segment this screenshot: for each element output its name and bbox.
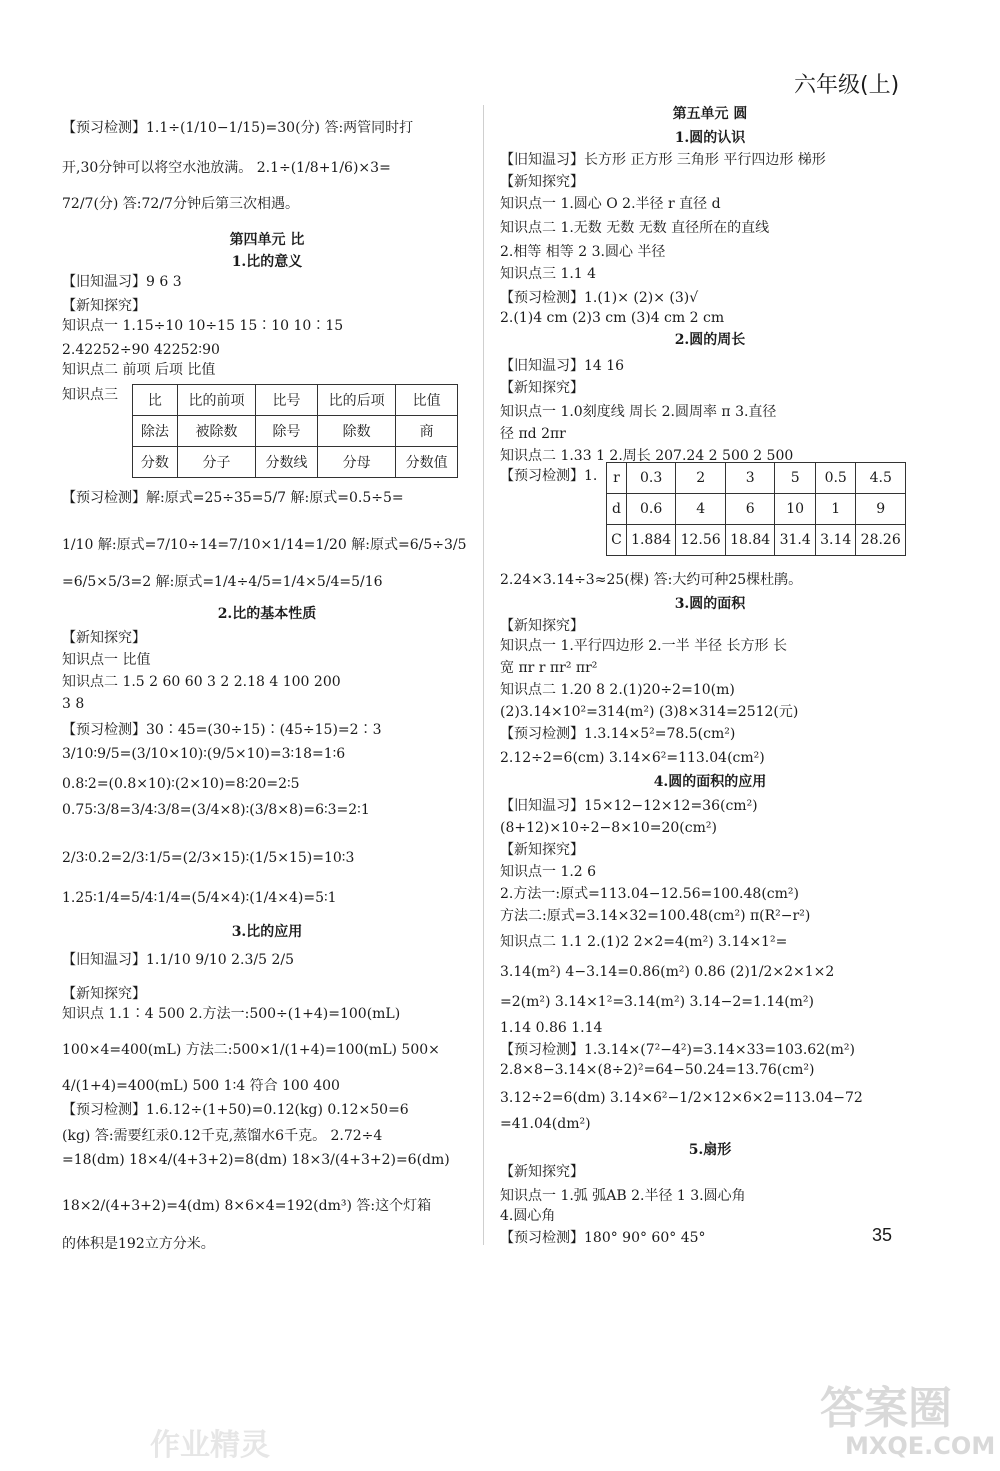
right-line: 1.圆的认识 (674, 130, 746, 146)
circle-table-cell: 0.5 (815, 463, 856, 494)
right-line: 【新知探究】 (500, 842, 584, 858)
right-line: 第五单元 圆 (672, 106, 748, 122)
right-line: 知识点二 1.20 8 2.(1)20÷2=10(m) (500, 682, 735, 698)
left-line: 【新知探究】 (62, 630, 146, 646)
left-line: 【预习检测】解:原式=25÷35=5/7 解:原式=0.5÷5= (62, 490, 404, 506)
left-line: 3.比的应用 (231, 924, 303, 940)
left-line: 【预习检测】1.6.12÷(1+50)=0.12(kg) 0.12×50=6 (62, 1102, 409, 1118)
right-line: 知识点二 1.33 1 2.周长 207.24 2 500 2 500 (500, 448, 794, 464)
left-line: 1.比的意义 (231, 254, 303, 270)
circle-table-cell: 4.5 (856, 463, 906, 494)
circle-table (606, 462, 906, 556)
right-line: 知识点一 1.0刻度线 周长 2.圆周率 π 3.直径 (500, 404, 777, 420)
right-line: 2.8×8−3.14×(8÷2)²=64−50.24=13.76(cm²) (500, 1062, 815, 1078)
left-line: 【旧知温习】9 6 3 (62, 274, 182, 290)
left-line: 知识点一 1.15÷10 10÷15 15∶10 10∶15 (62, 318, 344, 334)
ratio-table-cell: 被除数 (177, 416, 256, 447)
watermark-url: MXQE.COM (845, 1432, 996, 1460)
ratio-table-row (133, 447, 458, 478)
right-line: 3.12÷2=6(dm) 3.14×6²−1/2×12×6×2=113.04−72 (500, 1090, 863, 1106)
right-line: (2)3.14×10²=314(m²) (3)8×314=2512(元) (500, 704, 799, 720)
grade-header: 六年级(上) (794, 73, 900, 98)
left-line: 2.比的基本性质 (217, 606, 317, 622)
right-line: 【旧知温习】14 16 (500, 358, 625, 374)
left-line: 知识点二 前项 后项 比值 (62, 362, 216, 378)
right-line: 知识点二 1.无数 无数 无数 直径所在的直线 (500, 220, 770, 236)
right-line: 知识点一 1.平行四边形 2.一半 半径 长方形 长 (500, 638, 787, 654)
right-line: 方法二:原式=3.14×32=100.48(cm²) π(R²−r²) (500, 908, 811, 924)
circle-table-cell: 0.3 (626, 463, 676, 494)
left-line: 0.8∶2=(0.8×10)∶(2×10)=8∶20=2∶5 (62, 776, 300, 792)
right-line: 知识点二 1.1 2.(1)2 2×2=4(m²) 3.14×1²= (500, 934, 788, 950)
left-line: 【预习检测】1.1÷(1/10−1/15)=30(分) 答:两管同时打 (62, 120, 414, 136)
ratio-table-cell: 除号 (256, 416, 318, 447)
circle-table-cell: r (607, 463, 627, 494)
right-line: 4.圆的面积的应用 (653, 774, 767, 790)
left-line: 4/(1+4)=400(mL) 500 1∶4 符合 100 400 (62, 1078, 340, 1094)
right-line: 2.12÷2=6(cm) 3.14×6²=113.04(cm²) (500, 750, 765, 766)
right-line: 【预习检测】1.3.14×(7²−4²)=3.14×33=103.62(m²) (500, 1042, 855, 1058)
circle-table-cell: 3 (725, 463, 775, 494)
left-line: 【新知探究】 (62, 298, 146, 314)
right-line: 【旧知温习】15×12−12×12=36(cm²) (500, 798, 758, 814)
left-line: 2.42252÷90 42252∶90 (62, 342, 220, 358)
circle-table-cell: 1.884 (626, 525, 676, 556)
ratio-table-cell: 除数 (317, 416, 396, 447)
left-line: 3/10∶9/5=(3/10×10)∶(9/5×10)=3∶18=1∶6 (62, 746, 346, 762)
right-line: 2.24×3.14÷3≈25(棵) 答:大约可种25棵杜鹃。 (500, 572, 803, 588)
left-line: 的体积是192立方分米。 (62, 1236, 215, 1252)
left-line: 知识点二 1.5 2 60 60 3 2 2.18 4 100 200 (62, 674, 341, 690)
right-line: =2(m²) 3.14×1²=3.14(m²) 3.14−2=1.14(m²) (500, 994, 815, 1010)
right-line: 【新知探究】 (500, 618, 584, 634)
page-number: 35 (872, 1225, 893, 1245)
circle-table-cell: 10 (775, 494, 816, 525)
circle-table-cell: 18.84 (725, 525, 775, 556)
circle-table-row (607, 463, 906, 494)
right-line: 4.圆心角 (500, 1208, 556, 1224)
right-line: 【预习检测】1.(1)× (2)× (3)√ (500, 290, 699, 306)
left-line: 【预习检测】30∶45=(30÷15)∶(45÷15)=2∶3 (62, 722, 382, 738)
right-line: 5.扇形 (688, 1142, 732, 1158)
ratio-table-cell: 分数值 (396, 447, 458, 478)
right-line: 3.14(m²) 4−3.14=0.86(m²) 0.86 (2)1/2×2×1×2 (500, 964, 835, 980)
right-line: 【预习检测】1. (500, 468, 598, 484)
right-line: 【新知探究】 (500, 1164, 584, 1180)
ratio-table-row (133, 385, 458, 416)
left-line: 72/7(分) 答:72/7分钟后第三次相遇。 (62, 196, 299, 212)
right-line: 2.相等 相等 2 3.圆心 半径 (500, 244, 666, 260)
left-line: 知识点 1.1∶4 500 2.方法一:500÷(1+4)=100(mL) (62, 1006, 401, 1022)
right-line: 【预习检测】1.3.14×5²=78.5(cm²) (500, 726, 736, 742)
column-divider (483, 105, 484, 1245)
right-line: 知识点一 1.2 6 (500, 864, 597, 880)
right-line: 【新知探究】 (500, 380, 584, 396)
right-line: 【旧知温习】长方形 正方形 三角形 平行四边形 梯形 (500, 152, 826, 168)
circle-table-cell: 0.6 (626, 494, 676, 525)
circle-table-cell: 31.4 (775, 525, 816, 556)
right-line: 知识点一 1.圆心 O 2.半径 r 直径 d (500, 196, 721, 212)
watermark-logo: 答案圈 (820, 1383, 952, 1434)
ratio-table-cell: 比号 (256, 385, 318, 416)
circle-table-cell: d (607, 494, 627, 525)
circle-table-cell: 6 (725, 494, 775, 525)
right-line: (8+12)×10÷2−8×10=20(cm²) (500, 820, 717, 836)
ratio-table-cell: 分子 (177, 447, 256, 478)
left-line: 100×4=400(mL) 方法二:500×1/(1+4)=100(mL) 500× (62, 1042, 440, 1058)
right-line: 2.方法一:原式=113.04−12.56=100.48(cm²) (500, 886, 799, 902)
ratio-table-cell: 分数 (133, 447, 178, 478)
left-line: 18×2/(4+3+2)=4(dm) 8×6×4=192(dm³) 答:这个灯箱 (62, 1198, 432, 1214)
ratio-table-cell: 比的前项 (177, 385, 256, 416)
ratio-table-cell: 除法 (133, 416, 178, 447)
left-line: 1.25∶1/4=5/4∶1/4=(5/4×4)∶(1/4×4)=5∶1 (62, 890, 337, 906)
right-line: =41.04(dm²) (500, 1116, 591, 1132)
left-line: =18(dm) 18×4/(4+3+2)=8(dm) 18×3/(4+3+2)=6(dm) (62, 1152, 450, 1168)
ratio-table-cell: 商 (396, 416, 458, 447)
circle-table-cell: 12.56 (676, 525, 726, 556)
circle-table-cell: 4 (676, 494, 726, 525)
right-line: 2.圆的周长 (674, 332, 746, 348)
circle-table-cell: 28.26 (856, 525, 906, 556)
right-line: 知识点一 1.弧 弧AB 2.半径 1 3.圆心角 (500, 1188, 746, 1204)
left-line: 【新知探究】 (62, 986, 146, 1002)
left-line: (kg) 答:需要红汞0.12千克,蒸馏水6千克。 2.72÷4 (62, 1128, 383, 1144)
circle-table-cell: 5 (775, 463, 816, 494)
ratio-table-cell: 比 (133, 385, 178, 416)
right-line: 3.圆的面积 (674, 596, 746, 612)
ratio-table-cell: 分数线 (256, 447, 318, 478)
left-line: 知识点一 比值 (62, 652, 151, 668)
left-line: 0.75∶3/8=3/4∶3/8=(3/4×8)∶(3/8×8)=6∶3=2∶1 (62, 802, 370, 818)
ratio-table-cell: 比的后项 (317, 385, 396, 416)
left-line: 【旧知温习】1.1/10 9/10 2.3/5 2/5 (62, 952, 295, 968)
circle-table-row (607, 525, 906, 556)
left-line: 知识点三 (62, 387, 118, 403)
circle-table-cell: 9 (856, 494, 906, 525)
circle-table-row (607, 494, 906, 525)
ratio-table (132, 384, 458, 478)
watermark-stamp: 作业精灵 (150, 1428, 270, 1463)
left-line: 第四单元 比 (229, 232, 305, 248)
circle-table-cell: C (607, 525, 627, 556)
circle-table-cell: 2 (676, 463, 726, 494)
left-line: =6/5×5/3=2 解:原式=1/4÷4/5=1/4×5/4=5/16 (62, 574, 383, 590)
right-line: 【预习检测】180° 90° 60° 45° (500, 1230, 706, 1246)
right-line: 径 πd 2πr (500, 426, 566, 442)
left-line: 开,30分钟可以将空水池放满。 2.1÷(1/8+1/6)×3= (62, 160, 391, 176)
circle-table-cell: 3.14 (815, 525, 856, 556)
right-line: 1.14 0.86 1.14 (500, 1020, 603, 1036)
right-line: 2.(1)4 cm (2)3 cm (3)4 cm 2 cm (500, 310, 725, 326)
right-line: 宽 πr r πr² πr² (500, 660, 598, 676)
left-line: 3 8 (62, 696, 85, 712)
circle-table-cell: 1 (815, 494, 856, 525)
ratio-table-row (133, 416, 458, 447)
left-line: 1/10 解:原式=7/10÷14=7/10×1/14=1/20 解:原式=6/5÷3/5 (62, 537, 467, 553)
right-line: 【新知探究】 (500, 174, 584, 190)
left-line: 2/3∶0.2=2/3∶1/5=(2/3×15)∶(1/5×15)=10∶3 (62, 850, 355, 866)
right-line: 知识点三 1.1 4 (500, 266, 597, 282)
ratio-table-cell: 比值 (396, 385, 458, 416)
ratio-table-cell: 分母 (317, 447, 396, 478)
